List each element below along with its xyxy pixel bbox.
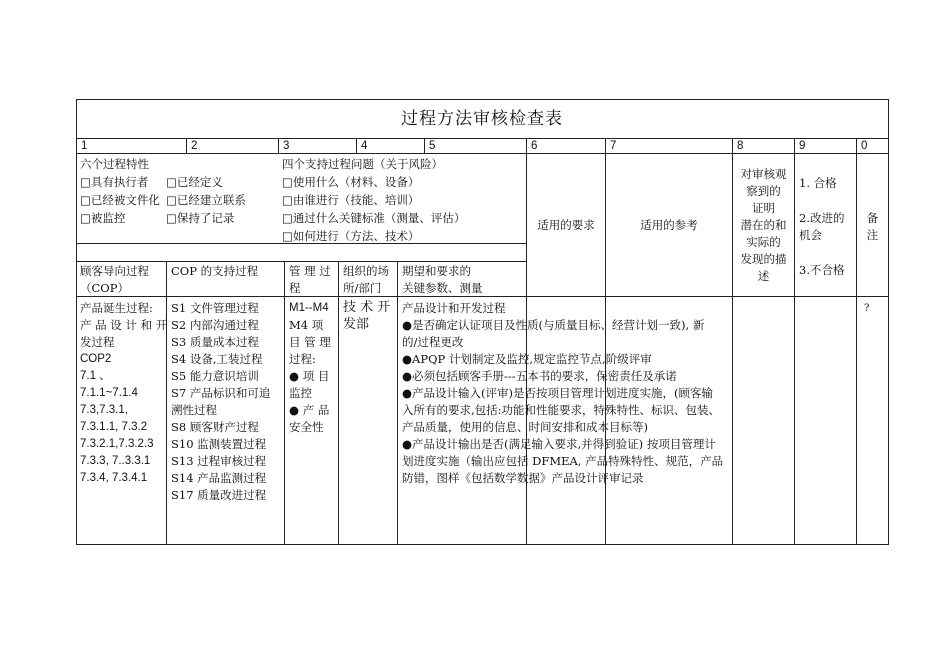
characteristic-item: □具有执行者 [80, 175, 149, 189]
col-divider-2b [284, 261, 285, 545]
col-divider-2 [278, 138, 279, 154]
col-number-0: 0 [861, 140, 868, 152]
title-row-bottom [76, 138, 889, 139]
col-number-7: 7 [610, 140, 617, 152]
support-question-item: □使用什么（材料、设备） [282, 175, 420, 189]
col-divider-4 [424, 138, 425, 154]
table-border-left [76, 99, 77, 545]
header-ratings: 1. 合格 2.改进的 机会 3.不合格 [799, 176, 845, 277]
header-expectations: 期望和要求的 关键参数、测量 [402, 264, 483, 295]
header-applicable-reference: 适用的参考 [640, 218, 698, 232]
header-row-bottom [76, 296, 889, 297]
col-number-4: 4 [361, 140, 368, 152]
page-title: 过程方法审核检查表 [401, 109, 563, 129]
cell-support-processes: S1 文件管理过程 S2 内部沟通过程 S3 质量成本过程 S4 设备,工装过程 S5 能力意识培训 S7 产品标识和可追 溯性过程 S8 顾客财产过程 S10 监测装置过程 S13 过程审核过程 S14 产品监测过程 S17 质量改进过程 [171, 301, 271, 502]
col-number-5: 5 [429, 140, 436, 152]
col-number-6: 6 [531, 140, 538, 152]
col-divider-8 [794, 138, 795, 545]
col-divider-9 [856, 138, 857, 545]
support-question-item: □如何进行（方法、技术） [282, 229, 420, 243]
cell-cop: 产品诞生过程: 产 品 设 计 和 开 发过程 COP2 7.1 、 7.1.1~7.1.4 7.3,7.3.1, 7.3.1.1, 7.3.2 7.3.2.1,7.3.2.3 7.3.3, 7..3.3.1 7.3.4, 7.3.4.1 [80, 301, 168, 484]
header-org-dept: 组织的场 所/部门 [343, 264, 389, 295]
cell-department: 技 术 开 发部 [343, 300, 391, 332]
col-number-9: 9 [799, 140, 806, 152]
col-divider-3 [356, 138, 357, 154]
characteristic-item: □已经建立联系 [166, 193, 246, 207]
characteristic-item: □被监控 [80, 211, 126, 225]
subheader-row-top [76, 261, 526, 262]
table-border-bottom [76, 544, 889, 545]
col-divider-1 [186, 138, 187, 154]
header-cop: 顾客导向过程 （COP） [80, 264, 149, 295]
cell-remark: ? [864, 303, 870, 314]
characteristics-heading: 六个过程特性 [80, 157, 149, 171]
col-number-3: 3 [283, 140, 290, 152]
col-number-8: 8 [737, 140, 744, 152]
col-number-1: 1 [81, 140, 88, 152]
characteristic-item: □保持了记录 [166, 211, 235, 225]
support-questions-heading: 四个支持过程问题（关于风险） [282, 157, 443, 171]
cell-management-process: M1--M4 M4 项 目 管 理 过程: ● 项 目 监控 ● 产 品 安全性 [289, 302, 331, 434]
support-question-item: □由谁进行（技能、培训） [282, 193, 420, 207]
characteristic-item: □已经定义 [166, 175, 223, 189]
col-divider-4b [397, 261, 398, 545]
header-applicable-requirements: 适用的要求 [537, 218, 595, 232]
header-cop-support: COP 的支持过程 [171, 264, 259, 278]
header-remarks: 备 注 [866, 211, 879, 242]
cell-expectations: 产品设计和开发过程 ●是否确定认证项目及性质(与质量目标、经营计划一致), 新 的/过程更改 ●APQP 计划制定及监控,规定监控节点,阶级评审 ●必须包括顾客手册---五本书的要求，保密责任及承诺 ●产品设计输入(评审)是否按项目管理计划进度实施，(顾客输 入所有的要求,包括:功能和性能要求，特殊特性、标识、包装、 产品质量，使用的信息、时间安排和成本目标等) ●产品设计输出是否(满足输入要求,并得到验证) 按项目管理计 划进度实施（输出应包括 DFMEA, 产品特殊特性、规范，产品 防错，图样《包括数学数据》产品设计评审记录 [402, 301, 724, 485]
col-divider-3b [338, 261, 339, 545]
support-question-item: □通过什么关键标准（测量、评估） [282, 211, 466, 225]
header-observations: 对审核观 察到的 证明 潜在的和 实际的 发现的描 述 [740, 167, 787, 283]
characteristic-item: □已经被文件化 [80, 193, 160, 207]
table-border-top [76, 99, 889, 100]
table-border-right [888, 99, 889, 545]
col-number-2: 2 [191, 140, 198, 152]
header-mgmt-process: 管 理 过 程 [289, 264, 331, 295]
number-row-bottom [76, 153, 889, 154]
